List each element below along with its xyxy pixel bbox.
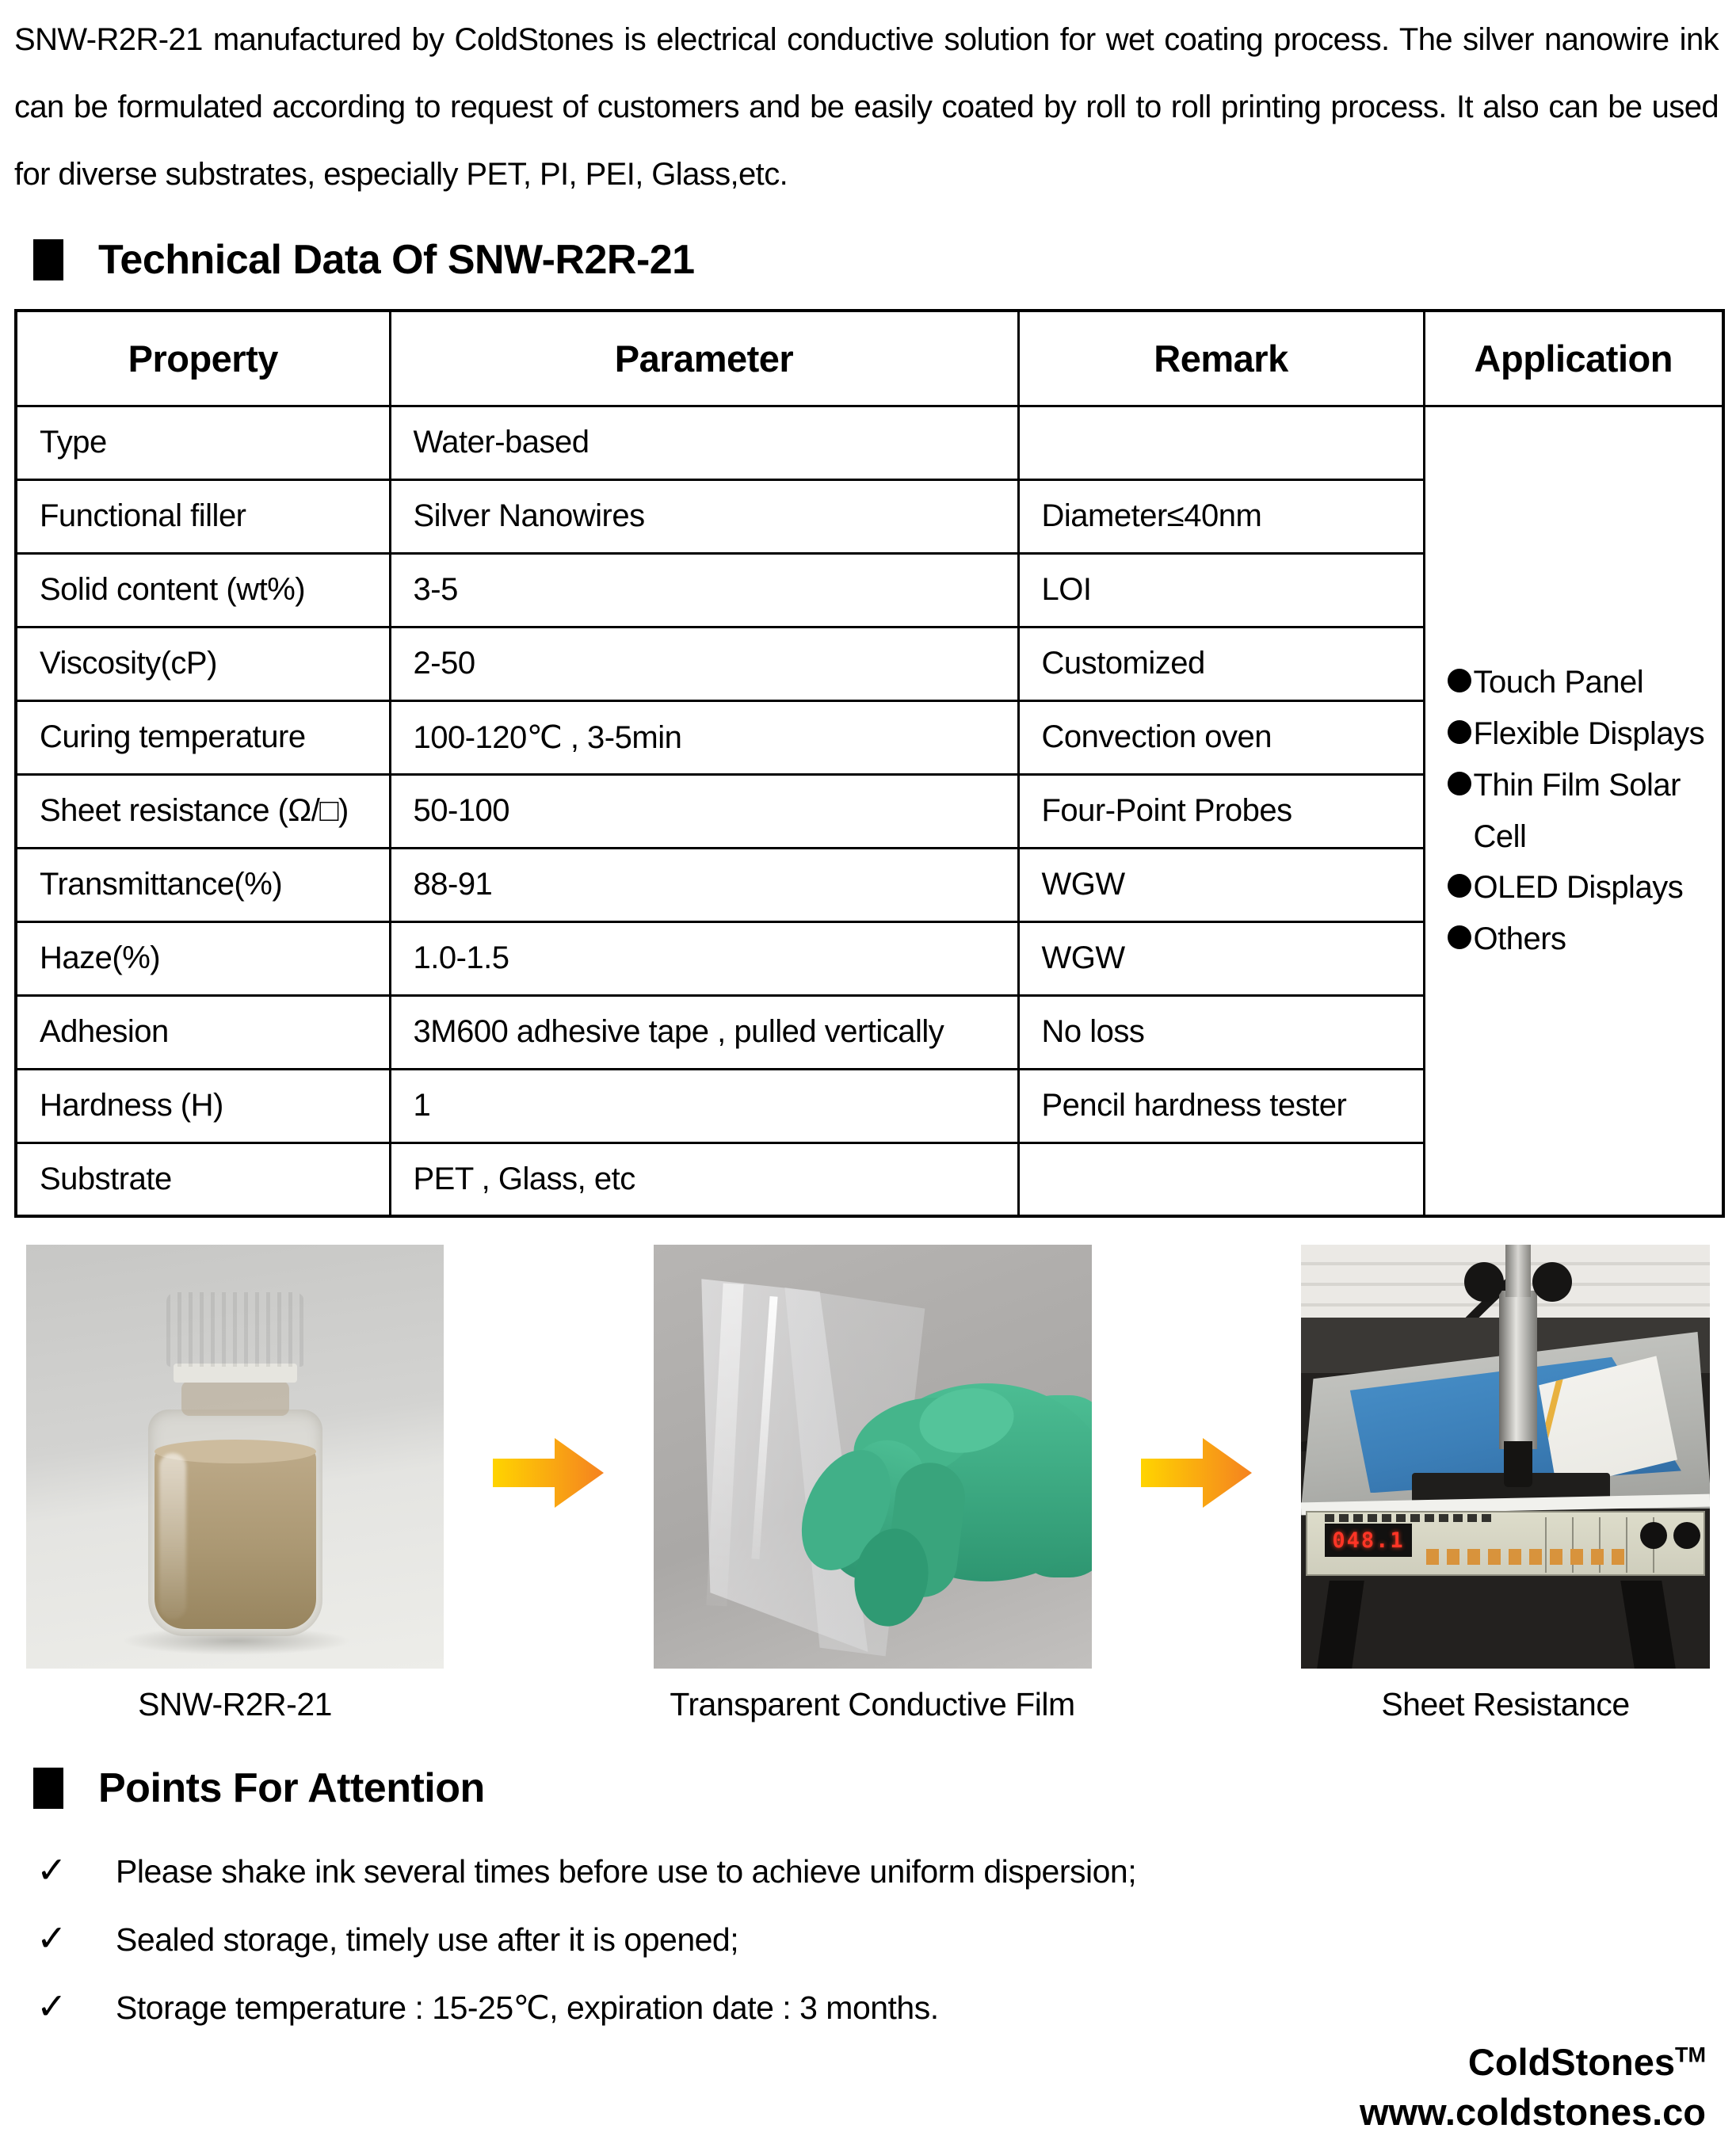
check-icon: ✓	[36, 1917, 67, 1959]
tech-data-title: Technical Data Of SNW-R2R-21	[98, 237, 695, 284]
remark-cell: Four-Point Probes	[1018, 774, 1424, 848]
parameter-cell: PET , Glass, etc	[390, 1142, 1018, 1216]
application-item	[1448, 862, 1723, 914]
bottle-cap	[166, 1292, 304, 1367]
application-item	[1448, 708, 1723, 760]
arrow-right-icon	[493, 1436, 604, 1513]
display-readout: 048.1	[1332, 1528, 1405, 1553]
parameter-cell: 88-91	[390, 848, 1018, 921]
attention-item	[36, 1848, 1736, 1891]
parameter-cell: 3-5	[390, 553, 1018, 627]
parameter-cell: Silver Nanowires	[390, 479, 1018, 553]
arrow-right-icon	[1141, 1436, 1252, 1513]
circle-bullet-icon	[1448, 874, 1471, 898]
table-leg-left	[1317, 1581, 1364, 1669]
property-cell: Solid content (wt%)	[16, 553, 390, 627]
circle-bullet-icon	[1448, 720, 1471, 744]
application-cell	[1424, 406, 1723, 1216]
attention-text: Please shake ink several times before use to achieve uniform dispersion;	[116, 1853, 1137, 1890]
intro-paragraph: SNW-R2R-21 manufactured by ColdStones is electrical conductive solution for wet coating process. The silver nanowire ink can be formulated according to request of customers and be easily coated by roll to roll printing process. It also can be used for diverse substrates, especially PET, PI, PEI, Glass,etc.	[14, 22, 1719, 192]
tech-data-heading	[33, 236, 1736, 284]
instrument-display	[1325, 1524, 1412, 1557]
remark-cell	[1018, 406, 1424, 479]
application-label: Flexible Displays	[1473, 716, 1705, 752]
property-cell: Haze(%)	[16, 921, 390, 995]
remark-cell: WGW	[1018, 921, 1424, 995]
panel-buttons	[1426, 1549, 1629, 1565]
figure-caption: Transparent Conductive Film	[670, 1686, 1075, 1723]
attention-heading	[33, 1764, 1736, 1812]
brand-text: ColdStones	[1467, 2041, 1676, 2083]
square-bullet-icon	[33, 239, 63, 280]
technical-data-table	[14, 309, 1725, 1218]
check-icon: ✓	[36, 1986, 67, 2027]
figure-conductive-film	[654, 1245, 1092, 1723]
square-bullet-icon	[33, 1768, 63, 1809]
parameter-cell: 1	[390, 1069, 1018, 1142]
property-cell: Curing temperature	[16, 700, 390, 774]
figures-row	[26, 1245, 1710, 1723]
attention-item	[36, 1917, 1736, 1959]
application-list	[1448, 657, 1723, 965]
parameter-cell: 2-50	[390, 627, 1018, 700]
application-item	[1448, 657, 1723, 708]
table-header-row	[16, 311, 1723, 406]
parameter-cell: 50-100	[390, 774, 1018, 848]
panel-knob	[1640, 1522, 1667, 1549]
table-row	[16, 406, 1723, 479]
panel-label-marks	[1325, 1514, 1491, 1522]
table-leg-right	[1620, 1581, 1676, 1669]
remark-cell: WGW	[1018, 848, 1424, 921]
green-glove-hand	[654, 1245, 1092, 1669]
attention-text: Storage temperature : 15-25℃, expiration date : 3 months.	[116, 1989, 939, 2027]
remark-cell: LOI	[1018, 553, 1424, 627]
remark-cell	[1018, 1142, 1424, 1216]
ink-bottle-photo	[26, 1245, 444, 1669]
check-icon: ✓	[36, 1849, 67, 1891]
application-label: Thin Film Solar Cell	[1473, 767, 1681, 854]
website-url: www.coldstones.co	[1360, 2091, 1706, 2133]
property-cell: Type	[16, 406, 390, 479]
bottle-neck	[181, 1381, 289, 1416]
property-cell: Viscosity(cP)	[16, 627, 390, 700]
brand-name	[1360, 2040, 1706, 2084]
remark-cell: Convection oven	[1018, 700, 1424, 774]
trademark-symbol: TM	[1675, 2043, 1706, 2067]
circle-bullet-icon	[1448, 669, 1471, 692]
datasheet-page	[0, 6, 1736, 2140]
conductive-film-photo	[654, 1245, 1092, 1669]
bottle-body	[148, 1410, 322, 1636]
figure-sheet-resistance	[1301, 1245, 1710, 1723]
sheet-resistance-photo	[1301, 1245, 1710, 1669]
attention-list	[36, 1848, 1736, 2027]
attention-title: Points For Attention	[98, 1765, 485, 1812]
parameter-cell: 100-120℃ , 3-5min	[390, 700, 1018, 774]
panel-knob	[1673, 1522, 1700, 1549]
property-cell: Hardness (H)	[16, 1069, 390, 1142]
remark-cell: Customized	[1018, 627, 1424, 700]
col-header-remark: Remark	[1018, 311, 1424, 406]
parameter-cell: 3M600 adhesive tape , pulled vertically	[390, 995, 1018, 1069]
col-header-parameter: Parameter	[390, 311, 1018, 406]
col-header-property: Property	[16, 311, 390, 406]
bottle-glass-highlight	[159, 1453, 186, 1619]
remark-cell: No loss	[1018, 995, 1424, 1069]
footer	[1360, 2040, 1706, 2134]
attention-text: Sealed storage, timely use after it is opened;	[116, 1921, 739, 1959]
figure-caption: SNW-R2R-21	[138, 1686, 332, 1723]
circle-bullet-icon	[1448, 772, 1471, 795]
application-item	[1448, 914, 1723, 965]
remark-cell: Diameter≤40nm	[1018, 479, 1424, 553]
parameter-cell: 1.0-1.5	[390, 921, 1018, 995]
col-header-application: Application	[1424, 311, 1723, 406]
application-item	[1448, 760, 1723, 863]
property-cell: Sheet resistance (Ω/□)	[16, 774, 390, 848]
probe-cylinder	[1499, 1291, 1537, 1449]
application-label: Touch Panel	[1473, 665, 1644, 700]
instrument-front-panel	[1306, 1511, 1705, 1576]
remark-cell: Pencil hardness tester	[1018, 1069, 1424, 1142]
property-cell: Adhesion	[16, 995, 390, 1069]
probe-tip	[1504, 1441, 1532, 1487]
circle-bullet-icon	[1448, 925, 1471, 949]
parameter-cell: Water-based	[390, 406, 1018, 479]
application-label: Others	[1473, 921, 1566, 957]
property-cell: Functional filler	[16, 479, 390, 553]
application-label: OLED Displays	[1473, 870, 1684, 906]
property-cell: Substrate	[16, 1142, 390, 1216]
figure-ink-bottle	[26, 1245, 444, 1723]
probe-top-hardware	[1505, 1245, 1531, 1297]
attention-item	[36, 1985, 1736, 2027]
property-cell: Transmittance(%)	[16, 848, 390, 921]
figure-caption: Sheet Resistance	[1381, 1686, 1630, 1723]
